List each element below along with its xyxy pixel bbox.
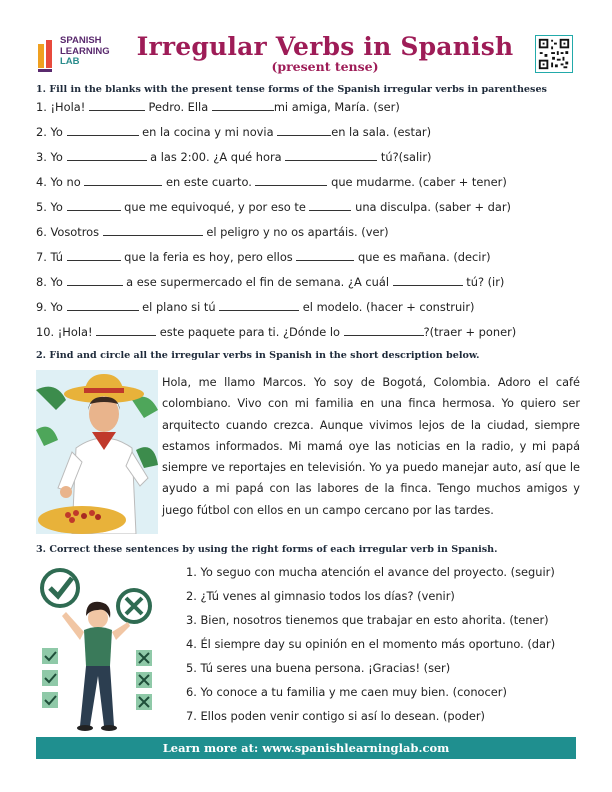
answer-blank[interactable] (89, 99, 145, 111)
exercise-10: 10. ¡Hola! este paquete para ti. ¿Dónde lo ?(traer + poner) (36, 325, 517, 339)
exercise-7: 7. Tú que la feria es hoy, pero ellos que es mañana. (decir) (36, 250, 491, 264)
section1-heading: 1. Fill in the blanks with the present tense forms of the Spanish irregular verbs in parentheses (36, 84, 547, 95)
exercise-6: 6. Vosotros el peligro y no os apartáis. (ver) (36, 225, 389, 239)
checklist-woman-illustration-icon (36, 566, 158, 734)
coffee-farmer-illustration-icon (36, 370, 158, 534)
exercise-5: 5. Yo que me equivoqué, y por eso te una disculpa. (saber + dar) (36, 200, 511, 214)
correction-item-7: 7. Ellos poden venir contigo si así lo desean. (poder) (186, 709, 485, 723)
answer-blank[interactable] (67, 199, 121, 211)
answer-blank[interactable] (67, 299, 139, 311)
answer-blank[interactable] (212, 99, 274, 111)
correction-item-2: 2. ¿Tú venes al gimnasio todos los días? (venir) (186, 589, 455, 603)
exercise-4: 4. Yo no en este cuarto. que mudarme. (caber + tener) (36, 175, 507, 189)
answer-blank[interactable] (84, 174, 162, 186)
correction-item-3: 3. Bien, nosotros tienemos que trabajar en esto ahorita. (tener) (186, 613, 549, 627)
brand-name: SPANISH LEARNING LAB (60, 35, 110, 67)
exercise-3: 3. Yo a las 2:00. ¿A qué hora tú?(salir) (36, 150, 432, 164)
answer-blank[interactable] (296, 249, 354, 261)
exercise-9: 9. Yo el plano si tú el modelo. (hacer + construir) (36, 300, 475, 314)
section3-heading: 3. Correct these sentences by using the right forms of each irregular verb in Spanish. (36, 544, 498, 555)
answer-blank[interactable] (277, 124, 331, 136)
answer-blank[interactable] (393, 274, 463, 286)
correction-item-6: 6. Yo conoce a tu familia y me caen muy bien. (conocer) (186, 685, 507, 699)
answer-blank[interactable] (103, 224, 203, 236)
exercise-8: 8. Yo a ese supermercado el fin de semana. ¿A cuál tú? (ir) (36, 275, 505, 289)
description-paragraph: Hola, me llamo Marcos. Yo soy de Bogotá, Colombia. Adoro el café colombiano. Vivo con mi familia en una finca hermosa. Yo quiero ser arquitecto cuando crezca. Aunque vivimos lejos de la ciudad, siempre estamos informados. Mi mamá oye las noticias en la radio, y mi papá siempre ve reportajes en televisión. Yo ya puedo manejar auto, así que le ayudo a mi papá con las labores de la finca. Tengo muchos amigos y juego fútbol con ellos en un campo cercano por las tardes. (162, 376, 580, 517)
page-subtitle: (present tense) (271, 59, 379, 74)
footer-link[interactable]: Learn more at: www.spanishlearninglab.com (36, 737, 576, 759)
page-title: Irregular Verbs in Spanish (136, 32, 514, 61)
exercise-2: 2. Yo en la cocina y mi novia en la sala. (estar) (36, 125, 432, 139)
answer-blank[interactable] (285, 149, 377, 161)
answer-blank[interactable] (96, 324, 156, 336)
correction-item-4: 4. Él siempre day su opinión en el momento más oportuno. (dar) (186, 637, 556, 651)
correction-item-5: 5. Tú seres una buena persona. ¡Gracias! (ser) (186, 661, 451, 675)
answer-blank[interactable] (67, 249, 121, 261)
qr-code-icon[interactable] (535, 35, 573, 73)
answer-blank[interactable] (67, 149, 147, 161)
answer-blank[interactable] (67, 274, 123, 286)
answer-blank[interactable] (219, 299, 299, 311)
exercise-1: 1. ¡Hola! Pedro. Ella mi amiga, María. (ser) (36, 100, 400, 114)
correction-item-1: 1. Yo seguo con mucha atención el avance del proyecto. (seguir) (186, 565, 555, 579)
answer-blank[interactable] (67, 124, 139, 136)
answer-blank[interactable] (344, 324, 424, 336)
section2-heading: 2. Find and circle all the irregular verbs in Spanish in the short description below. (36, 350, 480, 361)
answer-blank[interactable] (255, 174, 327, 186)
answer-blank[interactable] (309, 199, 351, 211)
